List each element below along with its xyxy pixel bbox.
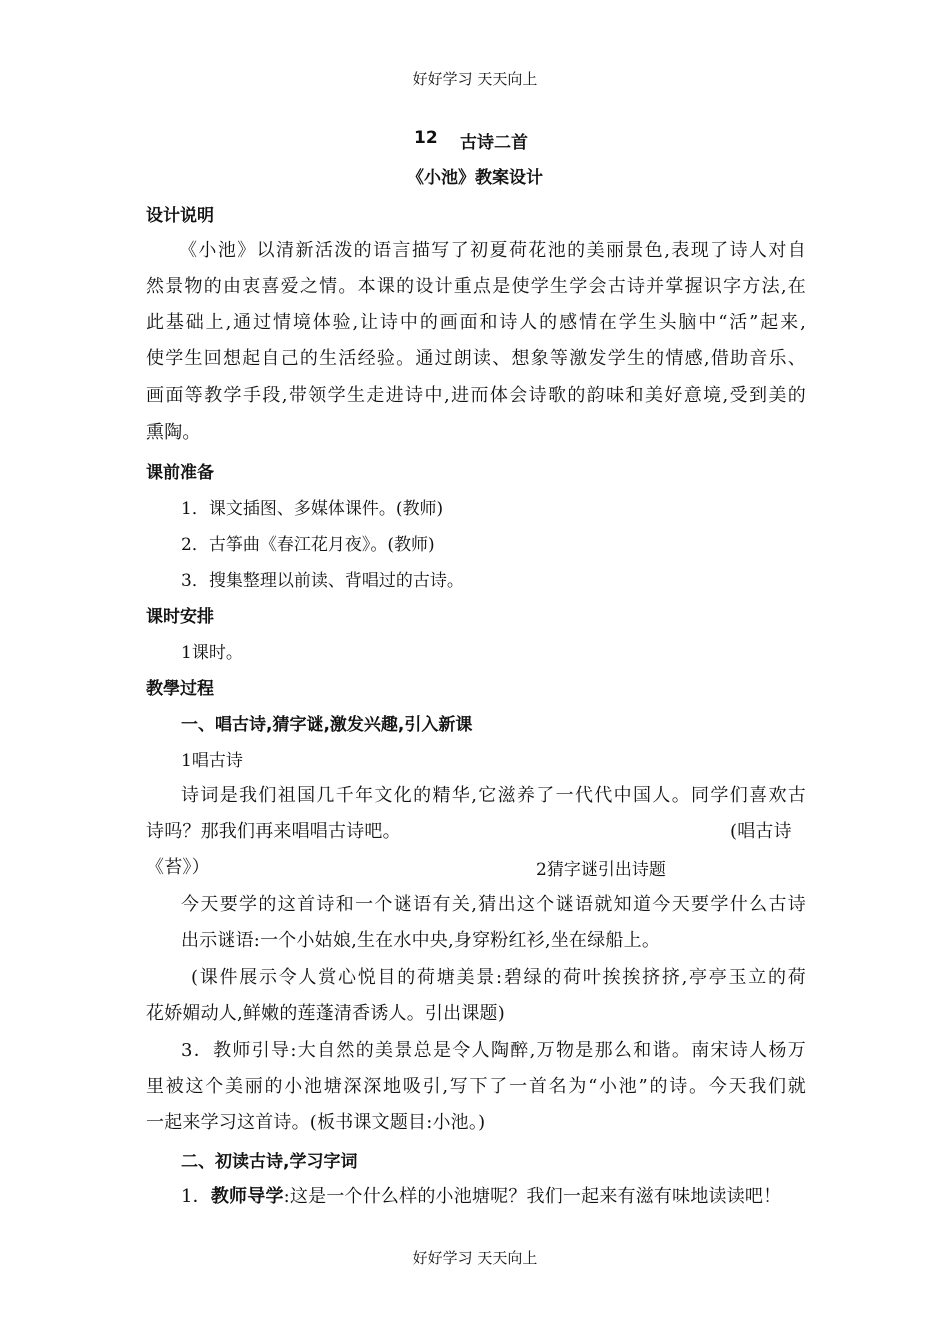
design-line-4: 使学生回想起自己的生活经验。通过朗读、想象等激发学生的情感,借助音乐、 <box>146 348 806 369</box>
step1-p1-line2: 诗吗？那我们再来唱唱古诗吧。 <box>146 821 401 842</box>
step2-item-prefix: 1． <box>181 1186 211 1207</box>
prep-item-1: 1．课文插图、多媒体课件。(教师) <box>181 499 444 519</box>
section-prep-title: 课前准备 <box>146 463 214 483</box>
section-time-title: 课时安排 <box>146 607 214 627</box>
step1-sub1: 1唱古诗 <box>181 751 243 771</box>
page-footer: 好好学习 天天向上 <box>412 1249 538 1267</box>
step2-item-text: :这是一个什么样的小池塘呢？我们一起来有滋有味地读读吧！ <box>283 1186 782 1207</box>
time-text: 1课时。 <box>181 643 243 663</box>
step1-p2: 今天要学的这首诗和一个谜语有关,猜出这个谜语就知道今天要学什么古诗 <box>181 894 806 915</box>
design-line-2: 然景物的由衷喜爱之情。本课的设计重点是使学生学会古诗并掌握识字方法,在 <box>146 276 806 297</box>
design-line-3: 此基础上,通过情境体验,让诗中的画面和诗人的感情在学生头脑中“活”起来, <box>146 312 806 333</box>
lesson-title: 古诗二首 <box>460 133 528 153</box>
design-line-6: 熏陶。 <box>146 422 201 443</box>
step1-p3: 出示谜语:一个小姑娘,生在水中央,身穿粉红衫,坐在绿船上。 <box>181 930 661 951</box>
step1-sub2: 2猜字谜引出诗题 <box>536 860 666 880</box>
step1-p5-line2: 里被这个美丽的小池塘深深地吸引,写下了一首名为“小池”的诗。今天我们就 <box>146 1076 806 1097</box>
step2-title: 二、初读古诗,学习字词 <box>181 1152 358 1172</box>
design-line-1: 《小池》以清新活泼的语言描写了初夏荷花池的美丽景色,表现了诗人对自 <box>179 240 806 261</box>
lesson-number: 12 <box>414 128 438 148</box>
step1-p1-line1: 诗词是我们祖国几千年文化的精华,它滋养了一代代中国人。同学们喜欢古 <box>181 785 806 806</box>
subtitle: 《小池》教案设计 <box>407 168 543 188</box>
step1-p5-line1: 3．教师引导:大自然的美景总是令人陶醉,万物是那么和谐。南宋诗人杨万 <box>181 1040 806 1061</box>
step1-p4-line1: (课件展示令人赏心悦目的荷塘美景:碧绿的荷叶挨挨挤挤,亭亭玉立的荷 <box>191 967 806 988</box>
section-process-title: 教學过程 <box>146 679 214 699</box>
step2-item-bold: 教师导学 <box>210 1186 284 1207</box>
prep-item-3: 3．搜集整理以前读、背唱过的古诗。 <box>181 571 464 591</box>
prep-item-2: 2．古筝曲《春江花月夜》。(教师) <box>181 535 435 555</box>
section-design-title: 设计说明 <box>146 206 214 226</box>
step2-item-1 <box>181 1182 781 1208</box>
step1-title: 一、唱古诗,猜字谜,激发兴趣,引入新课 <box>181 715 473 735</box>
step1-p1-line3: 《苔》） <box>146 857 210 878</box>
design-line-5: 画面等教学手段,带领学生走进诗中,进而体会诗歌的韵味和美好意境,受到美的 <box>146 385 806 406</box>
step1-p1-right: (唱古诗 <box>730 821 792 842</box>
step1-p4-line2: 花娇媚动人,鲜嫩的莲蓬清香诱人。引出课题) <box>146 1003 505 1024</box>
step1-p5-line3: 一起来学习这首诗。(板书课文题目:小池。) <box>146 1112 486 1133</box>
page-header: 好好学习 天天向上 <box>412 70 538 88</box>
